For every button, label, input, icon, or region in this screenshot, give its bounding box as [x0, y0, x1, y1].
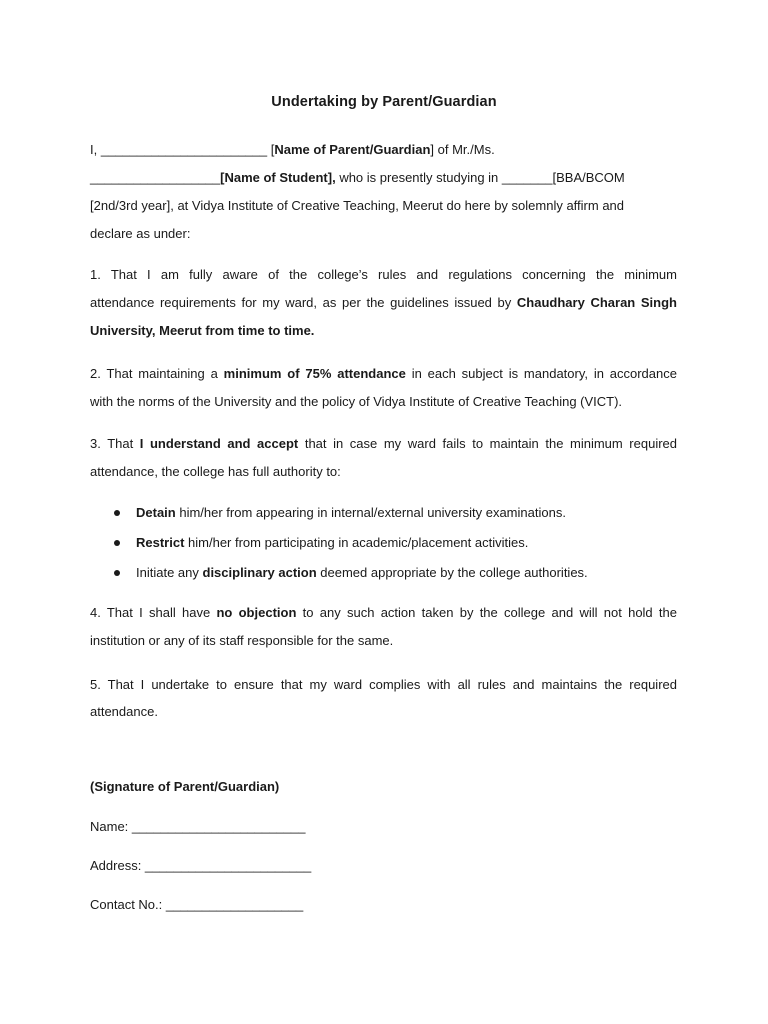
clause-1-line-3 — [90, 317, 677, 345]
clause-bold: minimum of 75% attendance — [223, 366, 406, 381]
intro-line-2 — [90, 164, 677, 192]
list-item-bold: Restrict — [136, 535, 185, 550]
clause-bold: no objection — [216, 605, 297, 620]
clause-5 — [90, 671, 677, 725]
list-item — [112, 561, 672, 591]
list-item-text: him/her from participating in academic/placement activities. — [184, 535, 529, 550]
clause-1-line-1: 1. That I am fully aware of the college’s rules and regulations concerning the minimum — [90, 267, 677, 282]
list-item-text: him/her from appearing in internal/external university examinations. — [175, 505, 566, 520]
list-item — [112, 531, 672, 561]
document-title: Undertaking by Parent/Guardian — [271, 94, 497, 110]
clause-text: 4. That I shall have — [90, 605, 217, 620]
clause-text: 2. That maintaining a — [90, 366, 224, 381]
clause-2-line-2: with the norms of the University and the policy of Vidya Institute of Creative Teaching (VICT). — [90, 394, 623, 409]
intro-paragraph — [90, 136, 677, 248]
name-field: Name: ________________________ — [90, 819, 306, 834]
signature-heading: (Signature of Parent/Guardian) — [90, 779, 280, 794]
bullet-icon — [114, 540, 120, 546]
clause-5-line-1: 5. That I undertake to ensure that my ward complies with all rules and maintains the required — [90, 677, 677, 692]
clause-3-line-2: attendance, the college has full authority to: — [90, 464, 341, 479]
clause-text: in each subject is mandatory, in accordance — [405, 366, 677, 381]
intro-text: I, _______________________ [ — [90, 142, 275, 157]
clause-1-line-2 — [90, 289, 677, 317]
intro-bold: Name of Parent/Guardian — [274, 142, 431, 157]
clause-4-line-2: institution or any of its staff responsible for the same. — [90, 633, 394, 648]
intro-blank: __________________ — [90, 170, 221, 185]
list-item-bold: disciplinary action — [202, 565, 317, 580]
clause-2-line-1 — [90, 360, 677, 388]
clause-text: attendance requirements for my ward, as per the guidelines issued by — [90, 295, 517, 310]
intro-bold: [Name of Student], — [220, 170, 336, 185]
clause-4-line-1 — [90, 599, 677, 627]
list-item-text: deemed appropriate by the college authorities. — [316, 565, 588, 580]
clause-bold: I understand and accept — [139, 436, 299, 451]
list-item — [112, 501, 672, 531]
clause-3-line-1 — [90, 430, 677, 458]
contact-field: Contact No.: ___________________ — [90, 897, 304, 912]
clause-text: that in case my ward fails to maintain the minimum required — [298, 436, 678, 451]
address-field: Address: _______________________ — [90, 858, 312, 873]
list-item-bold: Detain — [136, 505, 176, 520]
clause-5-line-2: attendance. — [90, 704, 158, 719]
intro-text: ] of Mr./Ms. — [430, 142, 495, 157]
clause-2 — [90, 360, 677, 416]
intro-line-1 — [90, 136, 677, 164]
clause-1 — [90, 261, 677, 345]
intro-text: who is presently studying in _______[BBA/BCOM — [335, 170, 625, 185]
bullet-icon — [114, 570, 120, 576]
intro-line-4: declare as under: — [90, 226, 191, 241]
authority-list — [112, 501, 672, 591]
clause-bold: University, Meerut from time to time. — [90, 323, 315, 338]
clause-text: 3. That — [90, 436, 140, 451]
clause-bold: Chaudhary Charan Singh — [516, 295, 677, 310]
clause-text: to any such action taken by the college and will not hold the — [296, 605, 677, 620]
intro-line-3: [2nd/3rd year], at Vidya Institute of Creative Teaching, Meerut do here by solemnly affirm and — [90, 198, 625, 213]
list-item-text: Initiate any — [136, 565, 203, 580]
clause-3 — [90, 430, 677, 486]
clause-4 — [90, 599, 677, 655]
bullet-icon — [114, 510, 120, 516]
